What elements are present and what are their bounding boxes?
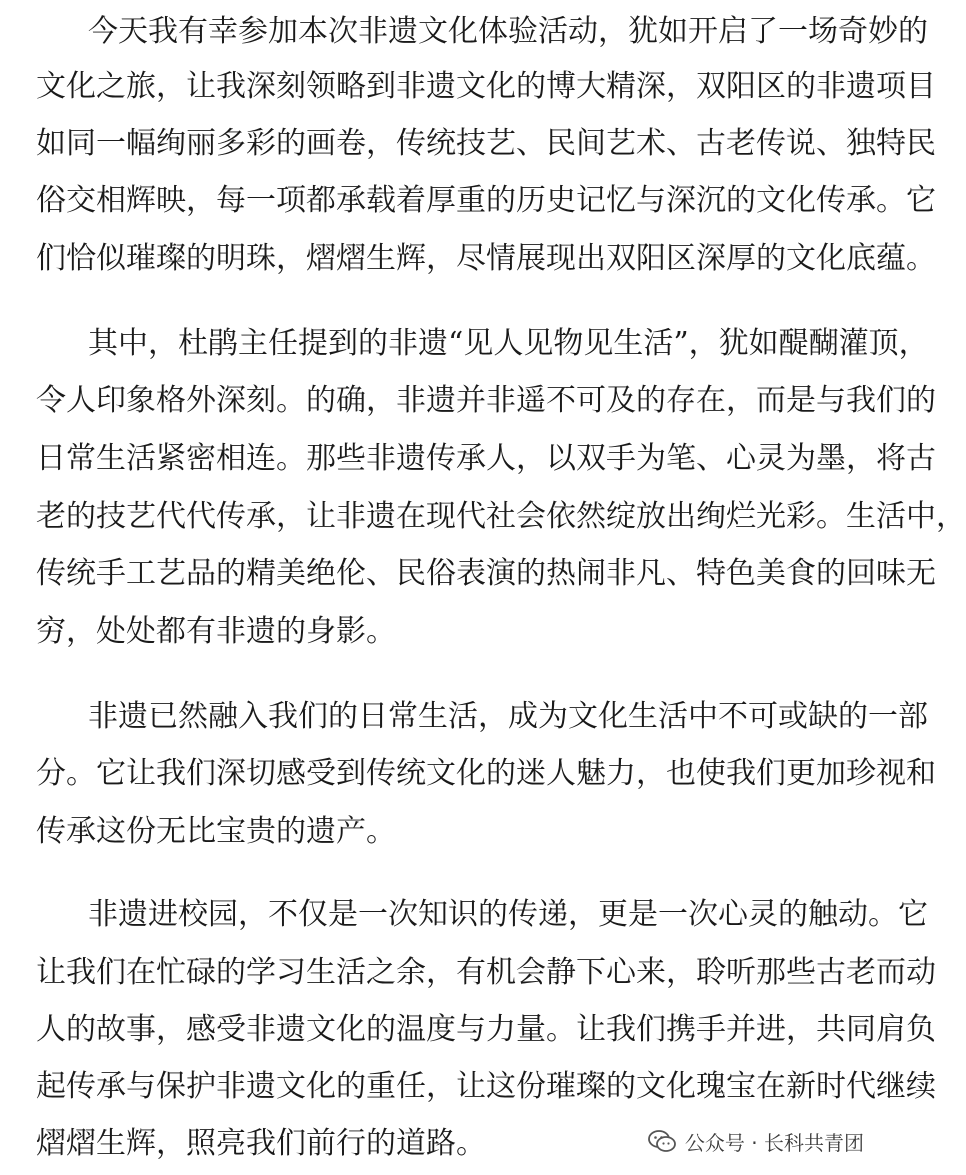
paragraph-2-line-5: 传统手工艺品的精美绝伦、民俗表演的热闹非凡、特色美食的回味无 xyxy=(36,556,936,591)
watermark-text: 公众号 · 长科共青团 xyxy=(684,1130,864,1155)
paragraph-4-line-3: 人的故事，感受非遗文化的温度与力量。让我们携手并进，共同肩负 xyxy=(36,1012,936,1047)
paragraph-4-line-4: 起传承与保护非遗文化的重任，让这份璀璨的文化瑰宝在新时代继续 xyxy=(36,1069,936,1104)
paragraph-4-line-1: 非遗进校园，不仅是一次知识的传递，更是一次心灵的触动。它 xyxy=(88,897,928,932)
paragraph-1-line-4: 俗交相辉映，每一项都承载着厚重的历史记忆与深沉的文化传承。它 xyxy=(36,183,936,218)
paragraph-4-line-5: 熠熠生辉，照亮我们前行的道路。 xyxy=(36,1126,486,1161)
paragraph-4-line-2: 让我们在忙碌的学习生活之余，有机会静下心来，聆听那些古老而动 xyxy=(36,955,936,990)
paragraph-2-line-4: 老的技艺代代传承，让非遗在现代社会依然绽放出绚烂光彩。生活中， xyxy=(36,499,966,534)
paragraph-1-line-3: 如同一幅绚丽多彩的画卷，传统技艺、民间艺术、古老传说、独特民 xyxy=(36,126,936,161)
paragraph-2-line-6: 穷，处处都有非遗的身影。 xyxy=(36,614,396,649)
paragraph-2-line-2: 令人印象格外深刻。的确，非遗并非遥不可及的存在，而是与我们的 xyxy=(36,383,936,418)
paragraph-2-line-1: 其中，杜鹃主任提到的非遗“见人见物见生活”，犹如醍醐灌顶， xyxy=(88,326,929,361)
paragraph-1-line-1: 今天我有幸参加本次非遗文化体验活动，犹如开启了一场奇妙的 xyxy=(88,14,928,49)
paragraph-3-line-1: 非遗已然融入我们的日常生活，成为文化生活中不可或缺的一部 xyxy=(88,699,928,734)
paragraph-3-line-2: 分。它让我们深切感受到传统文化的迷人魅力，也使我们更加珍视和 xyxy=(36,756,936,791)
paragraph-1-line-5: 们恰似璀璨的明珠，熠熠生辉，尽情展现出双阳区深厚的文化底蕴。 xyxy=(36,241,936,276)
paragraph-1-line-2: 文化之旅，让我深刻领略到非遗文化的博大精深，双阳区的非遗项目 xyxy=(36,69,936,104)
wechat-official-account-icon xyxy=(647,1129,677,1153)
paragraph-3-line-3: 传承这份无比宝贵的遗产。 xyxy=(36,814,396,849)
paragraph-2-line-3: 日常生活紧密相连。那些非遗传承人，以双手为笔、心灵为墨，将古 xyxy=(36,441,936,476)
wechat-watermark xyxy=(647,1124,864,1158)
